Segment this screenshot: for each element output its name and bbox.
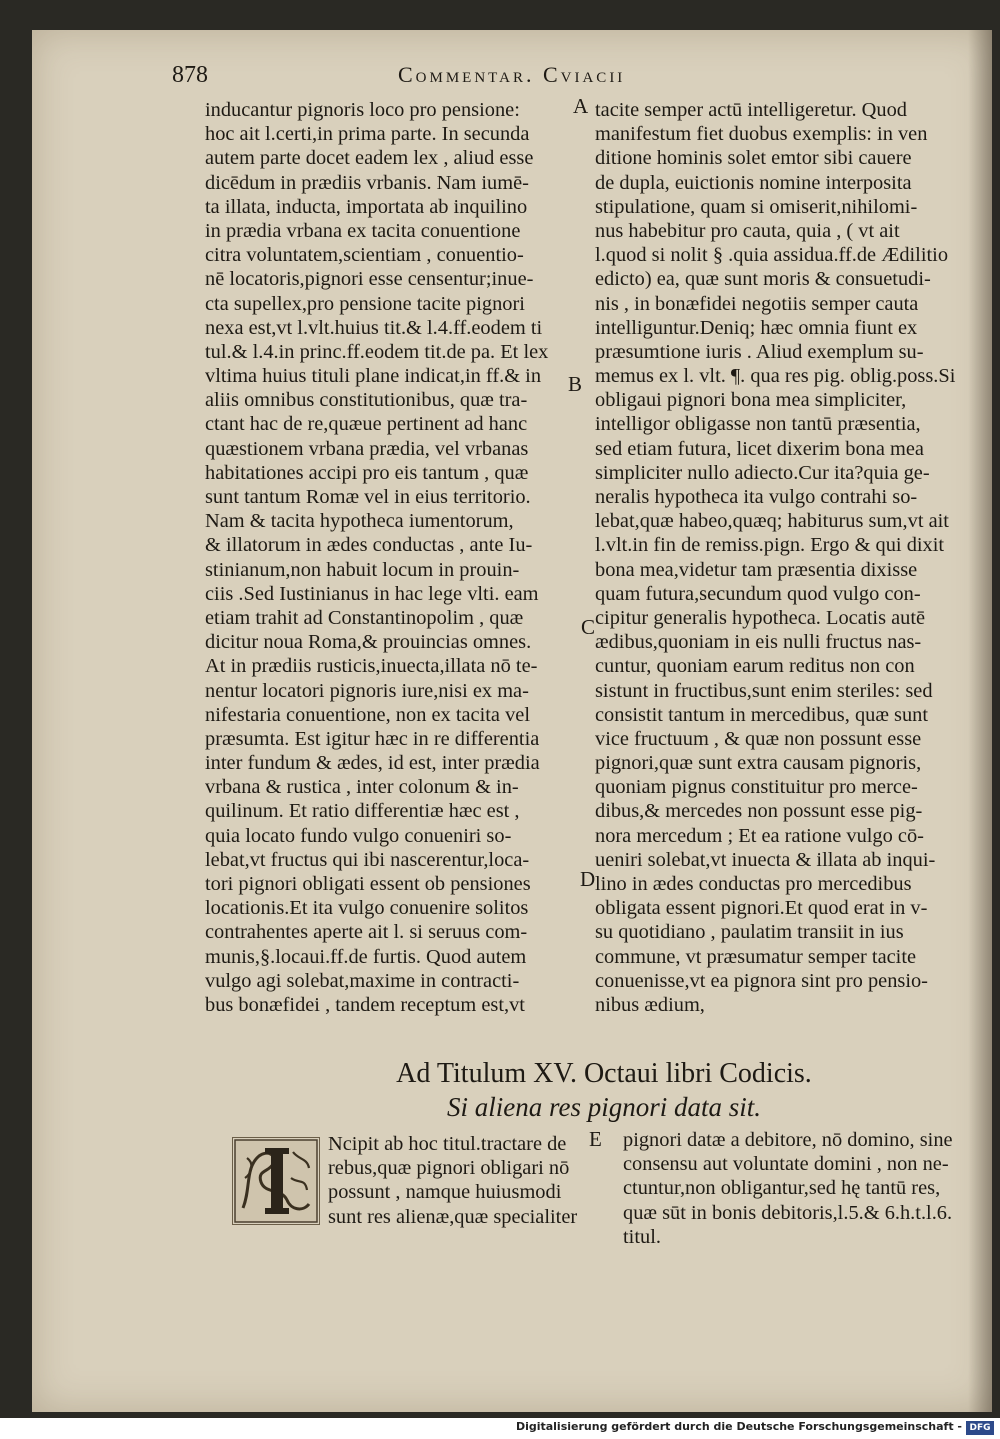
text-line: intelligor obligasse non tantū præsentia, (595, 413, 921, 436)
text-line: nus habebitur pro cauta, quia , ( vt ait (595, 219, 900, 242)
margin-marker-e: E (589, 1127, 602, 1151)
text-line: vulgo agi solebat,maxime in contracti- (205, 969, 520, 992)
text-line: vrbana & rustica , inter colonum & in- (205, 776, 519, 799)
text-line: dibus,& mercedes non possunt esse pig- (595, 800, 923, 823)
text-line: consistit tantum in mercedibus, quæ sunt (595, 703, 929, 726)
text-line: Ncipit ab hoc titul.tractare de (328, 1133, 567, 1155)
text-line: aliis omnibus constitutionibus, quæ tra- (205, 389, 528, 412)
text-line: ctuntur,non obligantur,sed hę tantū res, (623, 1177, 941, 1200)
text-line: de dupla, euictionis nomine interposita (595, 171, 912, 194)
text-line: nentur locatori pignoris iure,nisi ex ma- (205, 679, 529, 702)
text-line: obligata essent pignori.Et quod erat in v- (595, 897, 928, 920)
text-line: hoc ait l.certi,in prima parte. In secunda (205, 123, 530, 146)
text-line: inter fundum & ædes, id est, inter prædia (205, 752, 540, 775)
text-line: cta supellex,pro pensione tacite pignori (205, 292, 525, 315)
right-column-bottom (623, 1128, 953, 1249)
left-column-top (205, 98, 565, 1017)
text-line: & illatorum in ædes conductas , ante Iu- (205, 534, 533, 557)
margin-marker-b: B (568, 372, 583, 396)
text-line: munis,§.locaui.ff.de furtis. Quod autem (205, 945, 527, 968)
dfg-logo: DFG (966, 1421, 994, 1435)
page-edge-shadow (968, 30, 992, 1412)
text-line: neralis hypotheca ita vulgo contrahi so- (595, 486, 918, 508)
text-line: ditione hominis solet emtor sibi cauere (595, 147, 912, 170)
text-line: citra voluntatem,scientiam , conuentio- (205, 244, 524, 267)
text-line: ciis .Sed Iustinianus in hac lege vlti. eam (205, 582, 539, 605)
text-line: stipulatione, quam si omiserit,nihilomi- (595, 195, 918, 218)
text-line: At in prædiis rusticis,inuecta,illata nō te- (205, 655, 538, 678)
text-line: edicto) ea, quæ sunt moris & consuetudi- (595, 268, 931, 291)
text-line: su quotidiano , paulatim transiit in ius (595, 921, 904, 944)
text-line: sistunt in fructibus,sunt enim steriles: sed (595, 679, 933, 702)
text-line: nifestaria conuentione, non ex tacita vel (205, 703, 530, 726)
section-title: Ad Titulum XV. Octaui libri Codicis. (396, 1058, 812, 1089)
text-line: consensu aut voluntate domini , non ne- (623, 1153, 949, 1176)
text-line: sunt tantum Romæ vel in eius territorio. (205, 486, 531, 508)
section-subtitle: Si aliena res pignori data sit. (446, 1092, 761, 1122)
text-line: sunt res alienæ,quæ specialiter (328, 1205, 578, 1228)
text-line: bus bonæfidei , tandem receptum est,vt (205, 993, 525, 1016)
margin-marker-a: A (573, 94, 589, 118)
text-line: ueniri solebat,vt inuecta & illata ab inqui- (595, 848, 936, 871)
text-line: cipitur generalis hypotheca. Locatis autē (595, 606, 926, 629)
text-line: vltima huius tituli plane indicat,in ff.& in (205, 365, 542, 388)
text-line: dicēdum in prædiis vrbanis. Nam iumē- (205, 171, 529, 194)
text-line: habitationes accipi pro eis tantum , quæ (205, 461, 529, 484)
text-line: rebus,quæ pignori obligari nō (328, 1157, 570, 1180)
text-line: nora mercedum ; Et ea ratione vulgo cō- (595, 824, 924, 847)
decorated-initial-i (232, 1137, 320, 1225)
text-line: in prædia vrbana ex tacita conuentione (205, 219, 521, 242)
text-line: nexa est,vt l.vlt.huius tit.& l.4.ff.eodem ti (205, 316, 543, 339)
text-line: quia locato fundo vulgo conueniri so- (205, 824, 512, 847)
page-number: 878 (172, 62, 208, 88)
text-line: tori pignori obligati essent ob pensiones (205, 873, 531, 895)
text-line: tacite semper actū intelligeretur. Quod (595, 99, 907, 121)
text-line: quam futura,secundum quod vulgo con- (595, 582, 921, 605)
right-column-top (595, 98, 955, 1017)
text-line: manifestum fiet duobus exemplis: in ven (595, 123, 928, 146)
text-line: tul.& l.4.in princ.ff.eodem tit.de pa. Et lex (205, 340, 549, 363)
footer-bar (0, 1418, 1000, 1439)
text-line: intelliguntur.Deniq; hæc omnia fiunt ex (595, 316, 918, 339)
text-line: nis , in bonæfidei negotiis semper cauta (595, 292, 919, 315)
text-line: nibus ædium, (595, 993, 705, 1016)
text-line: stinianum,non habuit locum in prouin- (205, 558, 520, 581)
text-line: quoniam pignus constituitur pro merce- (595, 776, 918, 799)
text-line: præsumtione iuris . Aliud exemplum su- (595, 340, 924, 363)
text-line: cuntur, quoniam earum reditus non con (595, 655, 915, 678)
text-line: bona mea,videtur tam præsentia dixisse (595, 558, 918, 581)
margin-marker-d: D (580, 867, 596, 891)
text-line: lino in ædes conductas pro mercedibus (595, 873, 912, 895)
text-line: inducantur pignoris loco pro pensione: (205, 99, 520, 121)
text-line: contrahentes aperte ait l. si seruus com- (205, 921, 528, 944)
text-line: Nam & tacita hypotheca iumentorum, (205, 510, 514, 533)
running-head (0, 58, 1000, 92)
text-line: nē locatoris,pignori esse censentur;inue- (205, 268, 534, 291)
text-line: locationis.Et ita vulgo conuenire solitos (205, 897, 529, 920)
text-line: l.vlt.in fin de remiss.pign. Ergo & qui dixit (595, 534, 945, 557)
text-line: lebat,vt fructus qui ibi nascerentur,loca- (205, 848, 530, 871)
running-title: Commentar. Cviacii (398, 62, 626, 87)
text-line: etiam trahit ad Constantinopolim , quæ (205, 606, 524, 629)
text-line: conuenisse,vt ea pignora sint pro pensio- (595, 969, 928, 992)
text-line: vice fructuum , & quæ non possunt esse (595, 727, 922, 750)
text-line: memus ex l. vlt. ¶. qua res pig. oblig.poss.Si (595, 365, 956, 388)
text-line: ta illata, inducta, importata ab inquilino (205, 195, 528, 218)
text-line: ædibus,quoniam in eis nulli fructus nas- (595, 631, 922, 654)
text-line: quæ sūt in bonis debitoris,l.5.& 6.h.t.l.6. (623, 1201, 953, 1224)
text-line: sed etiam futura, licet dixerim bona mea (595, 437, 924, 460)
text-line: pignori datæ a debitore, nō domino, sine (623, 1129, 953, 1151)
ornament-initial-icon (233, 1138, 319, 1224)
footer-credit: Digitalisierung gefördert durch die Deutsche Forschungsgemeinschaft - (515, 1420, 962, 1433)
left-column-bottom (328, 1132, 588, 1229)
text-line: præsumta. Est igitur hæc in re differentia (205, 727, 540, 750)
text-line: l.quod si nolit § .quia assidua.ff.de Ædilitio (595, 244, 949, 267)
text-line: lebat,quæ habeo,quæq; habiturus sum,vt ait (595, 510, 949, 533)
text-line: ctant hac de re,quæue pertinent ad hanc (205, 413, 528, 436)
text-line: possunt , namque huiusmodi (328, 1181, 562, 1204)
text-line: titul. (623, 1225, 661, 1248)
text-line: dicitur noua Roma,& prouincias omnes. (205, 631, 532, 654)
margin-marker-c: C (581, 615, 596, 639)
text-line: commune, vt præsumatur semper tacite (595, 945, 917, 968)
text-line: autem parte docet eadem lex , aliud esse (205, 147, 534, 170)
text-line: pignori,quæ sunt extra causam pignoris, (595, 752, 922, 775)
text-line: obligaui pignori bona mea simpliciter, (595, 389, 907, 412)
text-line: simpliciter nullo adiecto.Cur ita?quia ge- (595, 461, 930, 484)
text-line: quilinum. Et ratio differentiæ hæc est , (205, 800, 520, 823)
text-line: quæstionem vrbana prædia, vel vrbanas (205, 437, 529, 460)
